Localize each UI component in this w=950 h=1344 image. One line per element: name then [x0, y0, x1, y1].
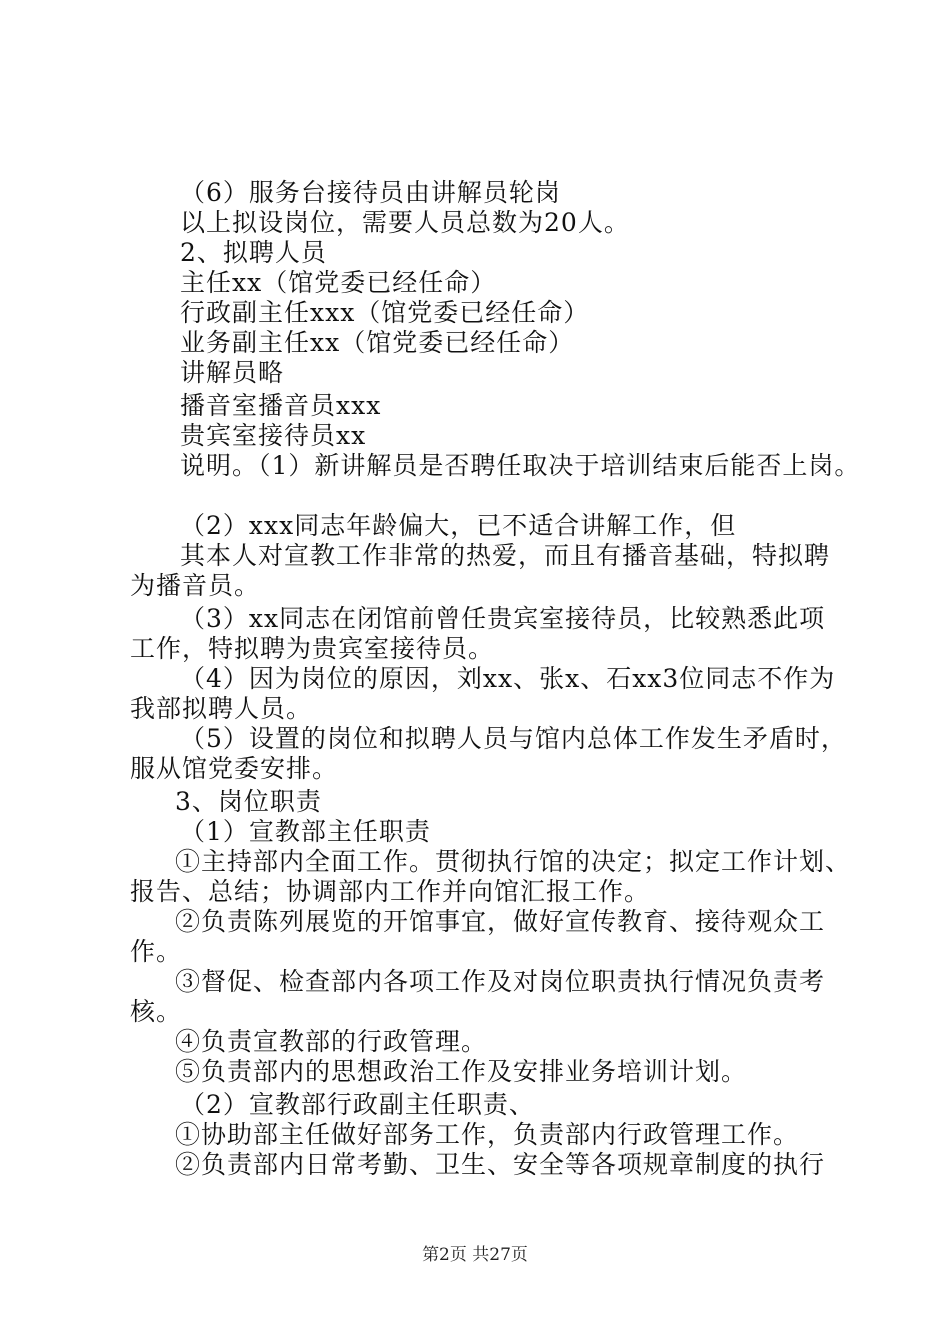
text-line: ②负责陈列展览的开馆事宜，做好宣传教育、接待观众工: [175, 907, 826, 936]
text-line: （4）因为岗位的原因，刘xx、张x、石xx3位同志不作为: [180, 664, 836, 693]
text-line: 说明。（1）新讲解员是否聘任取决于培训结束后能否上岗。: [180, 451, 861, 480]
text-line: ②负责部内日常考勤、卫生、安全等各项规章制度的执行: [175, 1150, 826, 1179]
text-line: 服从馆党委安排。: [130, 754, 339, 783]
text-line: ①协助部主任做好部务工作，负责部内行政管理工作。: [175, 1120, 800, 1149]
text-line: 行政副主任xxx（馆党委已经任命）: [180, 298, 590, 327]
text-line: ①主持部内全面工作。贯彻执行馆的决定；拟定工作计划、: [175, 847, 852, 876]
text-line: ③督促、检查部内各项工作及对岗位职责执行情况负责考: [175, 967, 826, 996]
text-line: 业务副主任xx（馆党委已经任命）: [180, 328, 575, 357]
text-line: （3）xx同志在闭馆前曾任贵宾室接待员，比较熟悉此项: [180, 604, 826, 633]
text-line: ⑤负责部内的思想政治工作及安排业务培训计划。: [175, 1057, 748, 1086]
section-heading: 3、岗位职责: [175, 787, 322, 816]
text-line: 我部拟聘人员。: [130, 694, 313, 723]
text-line: （5）设置的岗位和拟聘人员与馆内总体工作发生矛盾时，: [180, 724, 847, 753]
text-line: 贵宾室接待员xx: [180, 421, 367, 450]
subsection-heading: （2）宣教部行政副主任职责、: [180, 1090, 535, 1119]
text-line: 为播音员。: [130, 571, 261, 600]
page-number-footer: 第2页 共27页: [422, 1245, 528, 1265]
text-line: 核。: [130, 997, 183, 1026]
text-line: 播音室播音员xxx: [180, 391, 382, 420]
text-line: ④负责宣教部的行政管理。: [175, 1027, 488, 1056]
text-line: （6）服务台接待员由讲解员轮岗: [180, 178, 561, 207]
text-line: 以上拟设岗位，需要人员总数为20人。: [180, 208, 630, 237]
text-line: 其本人对宣教工作非常的热爱，而且有播音基础，特拟聘: [180, 541, 831, 570]
text-line: （2）xxx同志年龄偏大，已不适合讲解工作，但: [180, 511, 737, 540]
text-line: 讲解员略: [180, 358, 285, 387]
text-line: 报告、总结；协调部内工作并向馆汇报工作。: [130, 877, 651, 906]
text-line: 主任xx（馆党委已经任命）: [180, 268, 497, 297]
subsection-heading: （1）宣教部主任职责: [180, 817, 431, 846]
text-line: 作。: [130, 937, 183, 966]
text-line: 工作，特拟聘为贵宾室接待员。: [130, 634, 495, 663]
section-heading: 2、拟聘人员: [180, 238, 327, 267]
